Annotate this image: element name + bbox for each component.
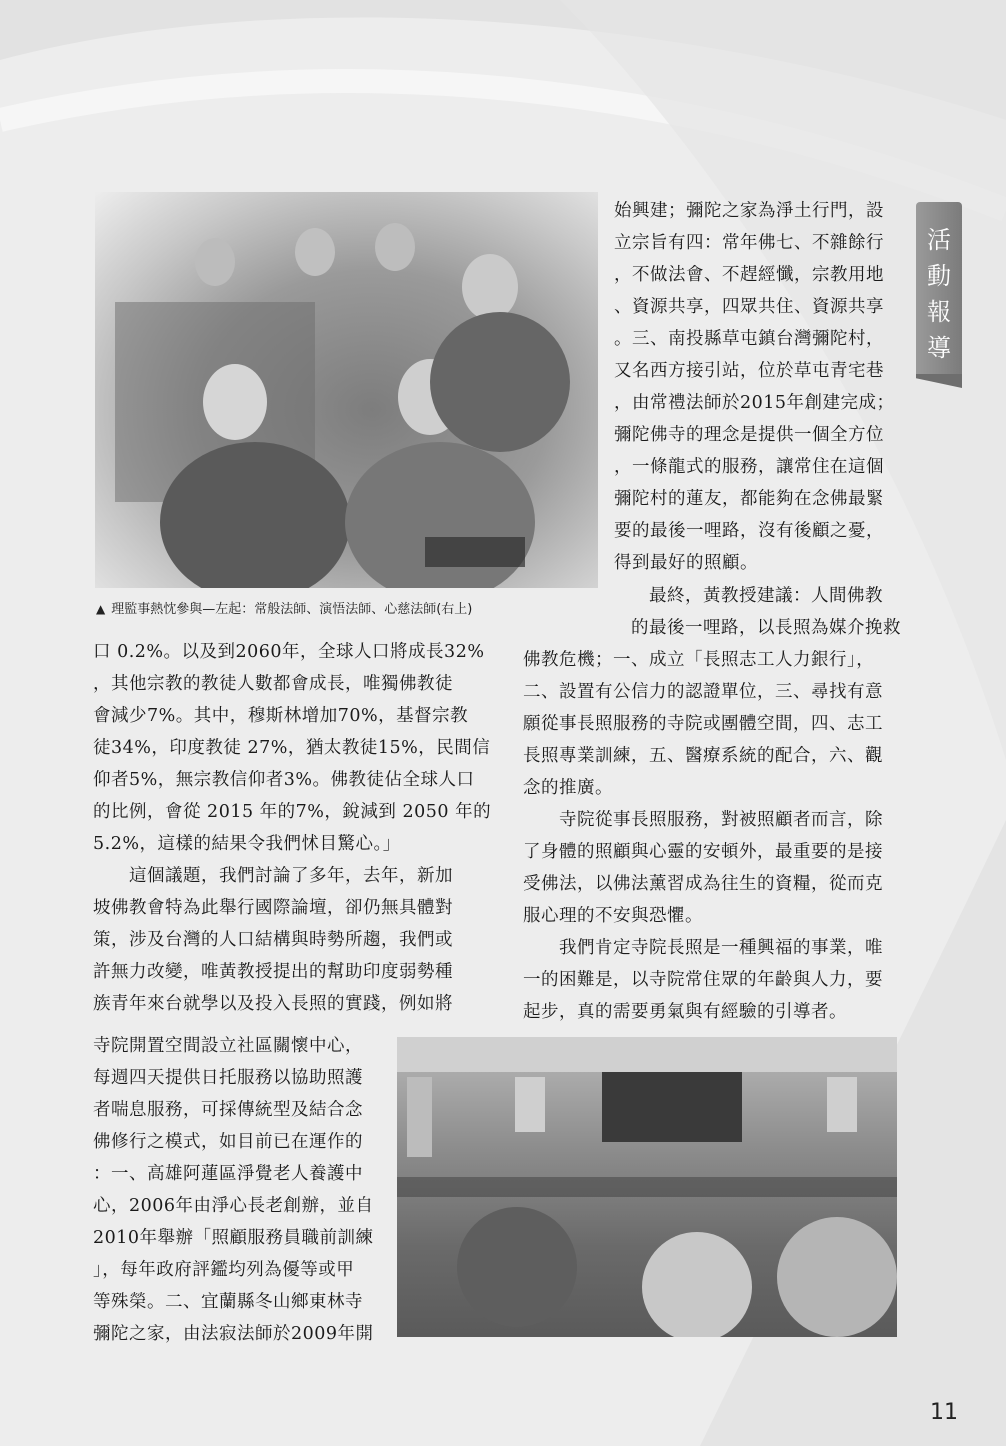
paragraph	[93, 860, 473, 1020]
text-line: 徒34%，印度教徒 27%，猶太教徒15%，民間信	[93, 738, 491, 758]
text-line: 服心理的不安與恐懼。	[523, 906, 703, 926]
text-line: 每週四天提供日托服務以協助照護	[93, 1068, 363, 1088]
text-line: 2010年舉辦「照顧服務員職前訓練	[93, 1228, 374, 1248]
text-line: 了身體的照顧與心靈的安頓外，最重要的是接	[523, 842, 883, 862]
text-line: 寺院從事長照服務，對被照顧者而言，除	[523, 810, 883, 830]
text-line: 族青年來台就學以及投入長照的實踐，例如將	[93, 994, 453, 1014]
text-line: 坡佛教會特為此舉行國際論壇，卻仍無具體對	[93, 898, 453, 918]
page-number: 11	[930, 1400, 958, 1425]
text-line: 的最後一哩路，以長照為媒介挽救	[523, 618, 901, 638]
text-line: 的比例，會從 2015 年的7%，銳減到 2050 年的	[93, 802, 492, 822]
text-line: 等殊榮。二、宜蘭縣冬山鄉東林寺	[93, 1292, 363, 1312]
article-text-left-middle	[93, 636, 492, 1020]
section-tag-char: 導	[927, 334, 951, 362]
paragraph	[523, 580, 913, 804]
article-text-right-top	[614, 195, 914, 579]
text-line: 彌陀村的蓮友，都能夠在念佛最緊	[614, 489, 884, 509]
text-line: 念的推廣。	[523, 778, 613, 798]
paragraph	[93, 636, 492, 860]
photo-caption	[96, 598, 472, 617]
text-line: 始興建；彌陀之家為淨土行門，設	[614, 201, 884, 221]
text-line: 彌陀之家，由法寂法師於2009年開	[93, 1324, 374, 1344]
text-line: 彌陀佛寺的理念是提供一個全方位	[614, 425, 884, 445]
text-line: 這個議題，我們討論了多年，去年，新加	[93, 866, 453, 886]
text-line: ，其他宗教的教徒人數都會成長，唯獨佛教徒	[93, 674, 453, 694]
text-line: 寺院開置空間設立社區關懷中心，	[93, 1036, 363, 1056]
text-line: 佛教危機；一、成立「長照志工人力銀行」，	[523, 650, 875, 670]
text-line: 要的最後一哩路，沒有後顧之憂，	[614, 521, 884, 541]
text-line: 一的困難是，以寺院常住眾的年齡與人力，要	[523, 970, 883, 990]
text-line: 立宗旨有四：常年佛七、不雜餘行	[614, 233, 884, 253]
text-line: ，由常禮法師於2015年創建完成；	[614, 393, 895, 413]
photo-seminar-hall	[397, 1037, 897, 1337]
text-line: 許無力改變，唯黃教授提出的幫助印度弱勢種	[93, 962, 453, 982]
text-line: 。三、南投縣草屯鎮台灣彌陀村，	[614, 329, 884, 349]
paragraph	[523, 804, 913, 932]
text-line: 我們肯定寺院長照是一種興福的事業，唯	[523, 938, 883, 958]
text-line: ，一條龍式的服務，讓常住在這個	[614, 457, 884, 477]
paragraph	[523, 932, 913, 1028]
text-line: 心，2006年由淨心長老創辦，並自	[93, 1196, 374, 1216]
text-line: 二、設置有公信力的認證單位，三、尋找有意	[523, 682, 883, 702]
text-line: 長照專業訓練，五、醫療系統的配合，六、觀	[523, 746, 883, 766]
article-text-right-middle	[523, 580, 913, 1028]
section-tag-char: 活	[927, 226, 951, 254]
text-line: 策，涉及台灣的人口結構與時勢所趨，我們或	[93, 930, 453, 950]
article-text-left-bottom	[93, 1030, 393, 1350]
text-line: 、資源共享，四眾共住、資源共享	[614, 297, 884, 317]
text-line: 」，每年政府評鑑均列為優等或甲	[93, 1260, 355, 1280]
caption-text: 理監事熱忱參與—左起：常般法師、演悟法師、心慈法師(右上)	[111, 602, 473, 617]
photo-meeting-participants	[95, 192, 598, 588]
section-tag-char: 動	[927, 262, 951, 290]
text-line: 口 0.2%。以及到2060年，全球人口將成長32%	[93, 642, 485, 662]
text-line: 起步，真的需要勇氣與有經驗的引導者。	[523, 1002, 847, 1022]
caption-marker-icon: ▲	[96, 602, 106, 616]
section-tag-text	[916, 222, 962, 366]
text-line: 最終，黃教授建議：人間佛教	[523, 586, 883, 606]
text-line: 5.2%，這樣的結果令我們怵目驚心。」	[93, 834, 401, 854]
text-line: 得到最好的照顧。	[614, 553, 758, 573]
text-line: ：一、高雄阿蓮區淨覺老人養護中	[93, 1164, 363, 1184]
text-line: 又名西方接引站，位於草屯青宅巷	[614, 361, 884, 381]
text-line: 者喘息服務，可採傳統型及結合念	[93, 1100, 363, 1120]
text-line: 佛修行之模式，如目前已在運作的	[93, 1132, 363, 1152]
text-line: 願從事長照服務的寺院或團體空間，四、志工	[523, 714, 883, 734]
text-line: ，不做法會、不趕經懺，宗教用地	[614, 265, 884, 285]
text-line: 仰者5%，無宗教信仰者3%。佛教徒佔全球人口	[93, 770, 475, 790]
text-line: 會減少7%。其中，穆斯林增加70%，基督宗教	[93, 706, 469, 726]
text-line: 受佛法，以佛法薰習成為往生的資糧，從而克	[523, 874, 883, 894]
section-tag-char: 報	[927, 298, 951, 326]
